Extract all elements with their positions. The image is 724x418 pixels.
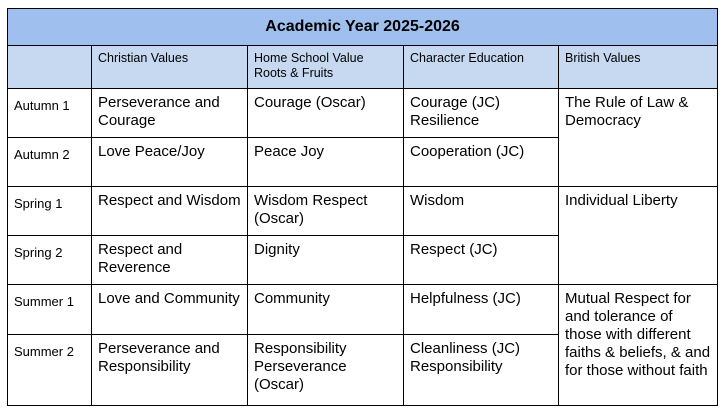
home-school-value: Courage (Oscar) bbox=[248, 89, 404, 138]
home-school-value: Dignity bbox=[248, 236, 404, 285]
christian-value: Perseverance and Courage bbox=[92, 89, 248, 138]
home-school-value: Wisdom Respect (Oscar) bbox=[248, 187, 404, 236]
home-school-value: Community bbox=[248, 285, 404, 335]
header-row bbox=[8, 46, 718, 89]
term-label: Summer 1 bbox=[8, 285, 92, 335]
home-school-value: Responsibility Perseverance (Oscar) bbox=[248, 335, 404, 406]
christian-value: Respect and Reverence bbox=[92, 236, 248, 285]
character-value: Courage (JC) Resilience bbox=[404, 89, 559, 138]
header-british-values: British Values bbox=[559, 46, 718, 89]
table-title: Academic Year 2025-2026 bbox=[8, 9, 718, 46]
header-character-education: Character Education bbox=[404, 46, 559, 89]
term-label: Autumn 1 bbox=[8, 89, 92, 138]
term-label: Summer 2 bbox=[8, 335, 92, 406]
home-school-value: Peace Joy bbox=[248, 138, 404, 187]
character-value: Respect (JC) bbox=[404, 236, 559, 285]
term-label: Autumn 2 bbox=[8, 138, 92, 187]
header-christian-values: Christian Values bbox=[92, 46, 248, 89]
table-row bbox=[8, 89, 718, 138]
character-value: Cooperation (JC) bbox=[404, 138, 559, 187]
christian-value: Respect and Wisdom bbox=[92, 187, 248, 236]
table-row bbox=[8, 187, 718, 236]
christian-value: Love Peace/Joy bbox=[92, 138, 248, 187]
header-empty bbox=[8, 46, 92, 89]
british-value-autumn: The Rule of Law & Democracy bbox=[559, 89, 718, 187]
timetable bbox=[7, 8, 718, 406]
term-label: Spring 2 bbox=[8, 236, 92, 285]
character-value: Wisdom bbox=[404, 187, 559, 236]
values-table bbox=[7, 8, 718, 406]
british-value-summer: Mutual Respect for and tolerance of those with different faiths & beliefs, & and for those without faith bbox=[559, 285, 718, 406]
character-value: Cleanliness (JC) Responsibility bbox=[404, 335, 559, 406]
header-home-school-value: Home School Value Roots & Fruits bbox=[248, 46, 404, 89]
character-value: Helpfulness (JC) bbox=[404, 285, 559, 335]
christian-value: Perseverance and Responsibility bbox=[92, 335, 248, 406]
table-row bbox=[8, 285, 718, 335]
christian-value: Love and Community bbox=[92, 285, 248, 335]
british-value-spring: Individual Liberty bbox=[559, 187, 718, 285]
term-label: Spring 1 bbox=[8, 187, 92, 236]
